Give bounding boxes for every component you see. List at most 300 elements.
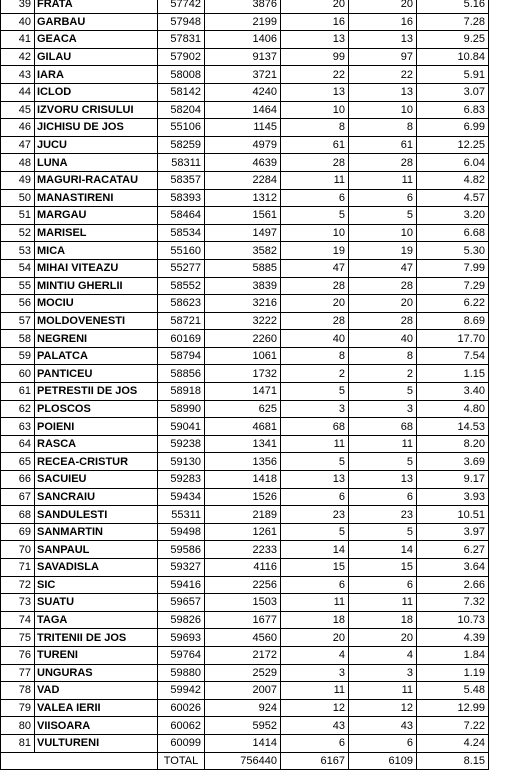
- row-number: 60: [1, 365, 35, 383]
- count-b: 11: [349, 594, 417, 612]
- count-a: 5: [281, 207, 349, 225]
- count-b: 3: [349, 400, 417, 418]
- table-row: [1, 101, 489, 119]
- count-b: 4: [349, 646, 417, 664]
- locality-name: PALATCA: [35, 347, 158, 365]
- siruta-code: 58142: [158, 83, 205, 101]
- siruta-code: 58721: [158, 312, 205, 330]
- row-number: 81: [1, 734, 35, 752]
- table-row: [1, 453, 489, 471]
- locality-name: PANTICEU: [35, 365, 158, 383]
- table-row: [1, 189, 489, 207]
- total-rate: 8.15: [417, 752, 489, 770]
- row-number: 42: [1, 48, 35, 66]
- population: 1145: [205, 119, 281, 137]
- count-a: 10: [281, 224, 349, 242]
- population: 2199: [205, 13, 281, 31]
- table-row: [1, 594, 489, 612]
- count-a: 16: [281, 13, 349, 31]
- count-a: 3: [281, 400, 349, 418]
- count-a: 13: [281, 471, 349, 489]
- population: 2260: [205, 330, 281, 348]
- count-b: 5: [349, 207, 417, 225]
- table-row: [1, 242, 489, 260]
- row-number: 56: [1, 295, 35, 313]
- row-number: 47: [1, 136, 35, 154]
- table-row: [1, 83, 489, 101]
- table-row: [1, 682, 489, 700]
- siruta-code: 60062: [158, 717, 205, 735]
- locality-name: MICA: [35, 242, 158, 260]
- count-b: 20: [349, 0, 417, 13]
- rate: 1.19: [417, 664, 489, 682]
- row-number: 57: [1, 312, 35, 330]
- count-b: 8: [349, 119, 417, 137]
- siruta-code: 60169: [158, 330, 205, 348]
- rate: 6.22: [417, 295, 489, 313]
- count-b: 6: [349, 734, 417, 752]
- table-row: [1, 312, 489, 330]
- siruta-code: 55277: [158, 259, 205, 277]
- count-a: 6: [281, 734, 349, 752]
- locality-name: MARGAU: [35, 207, 158, 225]
- siruta-code: 58204: [158, 101, 205, 119]
- rate: 7.32: [417, 594, 489, 612]
- count-a: 61: [281, 136, 349, 154]
- population: 1471: [205, 383, 281, 401]
- count-b: 2: [349, 365, 417, 383]
- row-number: 75: [1, 629, 35, 647]
- count-b: 11: [349, 682, 417, 700]
- population: 1526: [205, 488, 281, 506]
- population: 1677: [205, 611, 281, 629]
- rate: 5.48: [417, 682, 489, 700]
- row-number: 77: [1, 664, 35, 682]
- siruta-code: 58794: [158, 347, 205, 365]
- row-number: 49: [1, 171, 35, 189]
- count-a: 43: [281, 717, 349, 735]
- table-row: [1, 611, 489, 629]
- locality-name: VAD: [35, 682, 158, 700]
- rate: 5.30: [417, 242, 489, 260]
- table-row: [1, 559, 489, 577]
- population: 4639: [205, 154, 281, 172]
- rate: 3.97: [417, 523, 489, 541]
- locality-name: VALEA IERII: [35, 699, 158, 717]
- rate: 4.82: [417, 171, 489, 189]
- rate: 7.29: [417, 277, 489, 295]
- table-row: [1, 136, 489, 154]
- count-b: 5: [349, 523, 417, 541]
- locality-name: GILAU: [35, 48, 158, 66]
- rate: 3.93: [417, 488, 489, 506]
- rate: 12.25: [417, 136, 489, 154]
- count-b: 5: [349, 453, 417, 471]
- count-b: 43: [349, 717, 417, 735]
- locality-name: IZVORU CRISULUI: [35, 101, 158, 119]
- row-number: 64: [1, 435, 35, 453]
- locality-name: SANMARTIN: [35, 523, 158, 541]
- table-row: [1, 488, 489, 506]
- locality-name: NEGRENI: [35, 330, 158, 348]
- row-number: 46: [1, 119, 35, 137]
- table-row: [1, 295, 489, 313]
- count-b: 61: [349, 136, 417, 154]
- locality-name: LUNA: [35, 154, 158, 172]
- table-row: [1, 259, 489, 277]
- count-b: 28: [349, 312, 417, 330]
- siruta-code: 60099: [158, 734, 205, 752]
- row-number: 79: [1, 699, 35, 717]
- population: 1261: [205, 523, 281, 541]
- table-row: [1, 171, 489, 189]
- count-a: 8: [281, 347, 349, 365]
- table-row: [1, 330, 489, 348]
- population: 2256: [205, 576, 281, 594]
- table-row: [1, 347, 489, 365]
- rate: 8.20: [417, 435, 489, 453]
- row-number: 53: [1, 242, 35, 260]
- population: 3721: [205, 66, 281, 84]
- rate: 7.22: [417, 717, 489, 735]
- siruta-code: 59238: [158, 435, 205, 453]
- count-a: 11: [281, 682, 349, 700]
- row-number: 71: [1, 559, 35, 577]
- locality-name: UNGURAS: [35, 664, 158, 682]
- population: 4116: [205, 559, 281, 577]
- count-b: 11: [349, 171, 417, 189]
- siruta-code: 58311: [158, 154, 205, 172]
- population: 1464: [205, 101, 281, 119]
- population: 4979: [205, 136, 281, 154]
- locality-name: MIHAI VITEAZU: [35, 259, 158, 277]
- row-number: 67: [1, 488, 35, 506]
- count-b: 23: [349, 506, 417, 524]
- row-number: 72: [1, 576, 35, 594]
- total-population: 756440: [205, 752, 281, 770]
- rate: 10.73: [417, 611, 489, 629]
- siruta-code: 59764: [158, 646, 205, 664]
- table-row: [1, 224, 489, 242]
- siruta-code: 55311: [158, 506, 205, 524]
- siruta-code: 58623: [158, 295, 205, 313]
- count-a: 20: [281, 629, 349, 647]
- count-b: 20: [349, 629, 417, 647]
- table-row: [1, 31, 489, 49]
- count-a: 12: [281, 699, 349, 717]
- rate: 4.39: [417, 629, 489, 647]
- count-a: 8: [281, 119, 349, 137]
- locality-name: SANCRAIU: [35, 488, 158, 506]
- table-row: [1, 541, 489, 559]
- rate: 9.17: [417, 471, 489, 489]
- rate: 7.28: [417, 13, 489, 31]
- population: 2233: [205, 541, 281, 559]
- siruta-code: 57831: [158, 31, 205, 49]
- population: 5885: [205, 259, 281, 277]
- locality-name: POIENI: [35, 418, 158, 436]
- table-row: [1, 717, 489, 735]
- row-number: 76: [1, 646, 35, 664]
- locality-name: MANASTIRENI: [35, 189, 158, 207]
- row-number: 39: [1, 0, 35, 13]
- row-number: 54: [1, 259, 35, 277]
- count-a: 22: [281, 66, 349, 84]
- total-count-a: 6167: [281, 752, 349, 770]
- population: 5952: [205, 717, 281, 735]
- table-row: [1, 207, 489, 225]
- table-row: [1, 629, 489, 647]
- locality-name: SANPAUL: [35, 541, 158, 559]
- population: 3222: [205, 312, 281, 330]
- locality-name: GEACA: [35, 31, 158, 49]
- count-b: 12: [349, 699, 417, 717]
- count-b: 40: [349, 330, 417, 348]
- row-number: 78: [1, 682, 35, 700]
- count-b: 10: [349, 101, 417, 119]
- count-b: 11: [349, 435, 417, 453]
- population: 1561: [205, 207, 281, 225]
- table-row: [1, 471, 489, 489]
- row-number: 65: [1, 453, 35, 471]
- row-number: 50: [1, 189, 35, 207]
- table-row: [1, 699, 489, 717]
- rate: 5.16: [417, 0, 489, 13]
- population: 1356: [205, 453, 281, 471]
- count-a: 13: [281, 31, 349, 49]
- total-label: TOTAL: [158, 752, 205, 770]
- locality-name: SIC: [35, 576, 158, 594]
- siruta-code: 59434: [158, 488, 205, 506]
- count-b: 47: [349, 259, 417, 277]
- population: 3582: [205, 242, 281, 260]
- count-a: 11: [281, 435, 349, 453]
- row-number: 45: [1, 101, 35, 119]
- row-number: 66: [1, 471, 35, 489]
- siruta-code: 55160: [158, 242, 205, 260]
- population: 2284: [205, 171, 281, 189]
- row-number: 61: [1, 383, 35, 401]
- locality-name: TAGA: [35, 611, 158, 629]
- population: 2007: [205, 682, 281, 700]
- total-spacer: [1, 752, 35, 770]
- siruta-code: 59826: [158, 611, 205, 629]
- count-b: 13: [349, 83, 417, 101]
- row-number: 74: [1, 611, 35, 629]
- population: 1503: [205, 594, 281, 612]
- locality-name: MOCIU: [35, 295, 158, 313]
- siruta-code: 57742: [158, 0, 205, 13]
- population: 9137: [205, 48, 281, 66]
- locality-name: SANDULESTI: [35, 506, 158, 524]
- row-number: 41: [1, 31, 35, 49]
- population: 1406: [205, 31, 281, 49]
- rate: 1.84: [417, 646, 489, 664]
- siruta-code: 59498: [158, 523, 205, 541]
- population: 625: [205, 400, 281, 418]
- row-number: 73: [1, 594, 35, 612]
- total-spacer: [35, 752, 158, 770]
- locality-name: MAGURI-RACATAU: [35, 171, 158, 189]
- table-row: [1, 383, 489, 401]
- row-number: 62: [1, 400, 35, 418]
- rate: 6.27: [417, 541, 489, 559]
- siruta-code: 58008: [158, 66, 205, 84]
- count-a: 18: [281, 611, 349, 629]
- count-b: 16: [349, 13, 417, 31]
- count-a: 40: [281, 330, 349, 348]
- count-a: 68: [281, 418, 349, 436]
- row-number: 52: [1, 224, 35, 242]
- rate: 6.68: [417, 224, 489, 242]
- row-number: 44: [1, 83, 35, 101]
- locality-name: GARBAU: [35, 13, 158, 31]
- total-count-b: 6109: [349, 752, 417, 770]
- count-b: 8: [349, 347, 417, 365]
- population: 2189: [205, 506, 281, 524]
- siruta-code: 58464: [158, 207, 205, 225]
- rate: 2.66: [417, 576, 489, 594]
- rate: 17.70: [417, 330, 489, 348]
- count-b: 10: [349, 224, 417, 242]
- count-a: 3: [281, 664, 349, 682]
- count-a: 20: [281, 0, 349, 13]
- row-number: 69: [1, 523, 35, 541]
- siruta-code: 55106: [158, 119, 205, 137]
- count-a: 20: [281, 295, 349, 313]
- table-row: [1, 277, 489, 295]
- population: 4681: [205, 418, 281, 436]
- population: 2172: [205, 646, 281, 664]
- table-row: [1, 66, 489, 84]
- rate: 4.24: [417, 734, 489, 752]
- table-row: [1, 646, 489, 664]
- row-number: 48: [1, 154, 35, 172]
- table-row: [1, 734, 489, 752]
- count-b: 13: [349, 471, 417, 489]
- population: 1497: [205, 224, 281, 242]
- count-a: 6: [281, 576, 349, 594]
- siruta-code: 59283: [158, 471, 205, 489]
- siruta-code: 60026: [158, 699, 205, 717]
- siruta-code: 59693: [158, 629, 205, 647]
- locality-name: IARA: [35, 66, 158, 84]
- count-a: 11: [281, 171, 349, 189]
- siruta-code: 59942: [158, 682, 205, 700]
- row-number: 43: [1, 66, 35, 84]
- rate: 10.84: [417, 48, 489, 66]
- locality-name: TURENI: [35, 646, 158, 664]
- siruta-code: 59327: [158, 559, 205, 577]
- row-number: 68: [1, 506, 35, 524]
- rate: 3.40: [417, 383, 489, 401]
- locality-name: PLOSCOS: [35, 400, 158, 418]
- rate: 3.20: [417, 207, 489, 225]
- table-row: [1, 400, 489, 418]
- population: 1061: [205, 347, 281, 365]
- table-body: [1, 0, 489, 770]
- count-a: 23: [281, 506, 349, 524]
- rate: 6.99: [417, 119, 489, 137]
- count-b: 22: [349, 66, 417, 84]
- count-a: 11: [281, 594, 349, 612]
- count-a: 28: [281, 312, 349, 330]
- rate: 7.54: [417, 347, 489, 365]
- count-b: 28: [349, 277, 417, 295]
- rate: 6.04: [417, 154, 489, 172]
- rate: 8.69: [417, 312, 489, 330]
- locality-name: SACUIEU: [35, 471, 158, 489]
- locality-name: FRATA: [35, 0, 158, 13]
- siruta-code: 59041: [158, 418, 205, 436]
- siruta-code: 58393: [158, 189, 205, 207]
- count-b: 20: [349, 295, 417, 313]
- count-b: 14: [349, 541, 417, 559]
- locality-name: RASCA: [35, 435, 158, 453]
- locality-name: MARISEL: [35, 224, 158, 242]
- count-a: 6: [281, 488, 349, 506]
- table-row: [1, 13, 489, 31]
- siruta-code: 58357: [158, 171, 205, 189]
- siruta-code: 57948: [158, 13, 205, 31]
- rate: 6.83: [417, 101, 489, 119]
- row-number: 80: [1, 717, 35, 735]
- locality-name: PETRESTII DE JOS: [35, 383, 158, 401]
- locality-name: VULTURENI: [35, 734, 158, 752]
- count-a: 14: [281, 541, 349, 559]
- count-a: 10: [281, 101, 349, 119]
- population: 4240: [205, 83, 281, 101]
- rate: 4.57: [417, 189, 489, 207]
- locality-name: JUCU: [35, 136, 158, 154]
- total-row: [1, 752, 489, 770]
- count-b: 19: [349, 242, 417, 260]
- count-a: 5: [281, 523, 349, 541]
- siruta-code: 58259: [158, 136, 205, 154]
- count-b: 13: [349, 31, 417, 49]
- row-number: 40: [1, 13, 35, 31]
- count-a: 99: [281, 48, 349, 66]
- table-row: [1, 664, 489, 682]
- population: 1414: [205, 734, 281, 752]
- count-b: 6: [349, 189, 417, 207]
- locality-name: JICHISU DE JOS: [35, 119, 158, 137]
- table-row: [1, 0, 489, 13]
- row-number: 58: [1, 330, 35, 348]
- count-b: 97: [349, 48, 417, 66]
- population: 1418: [205, 471, 281, 489]
- rate: 1.15: [417, 365, 489, 383]
- siruta-code: 59416: [158, 576, 205, 594]
- population: 924: [205, 699, 281, 717]
- count-a: 47: [281, 259, 349, 277]
- table-row: [1, 523, 489, 541]
- table-row: [1, 154, 489, 172]
- table-row: [1, 365, 489, 383]
- rate: 3.07: [417, 83, 489, 101]
- rate: 14.53: [417, 418, 489, 436]
- count-a: 15: [281, 559, 349, 577]
- count-a: 19: [281, 242, 349, 260]
- siruta-code: 59130: [158, 453, 205, 471]
- table-row: [1, 506, 489, 524]
- siruta-code: 58552: [158, 277, 205, 295]
- siruta-code: 59586: [158, 541, 205, 559]
- count-a: 5: [281, 453, 349, 471]
- count-b: 6: [349, 576, 417, 594]
- population: 1732: [205, 365, 281, 383]
- table-row: [1, 119, 489, 137]
